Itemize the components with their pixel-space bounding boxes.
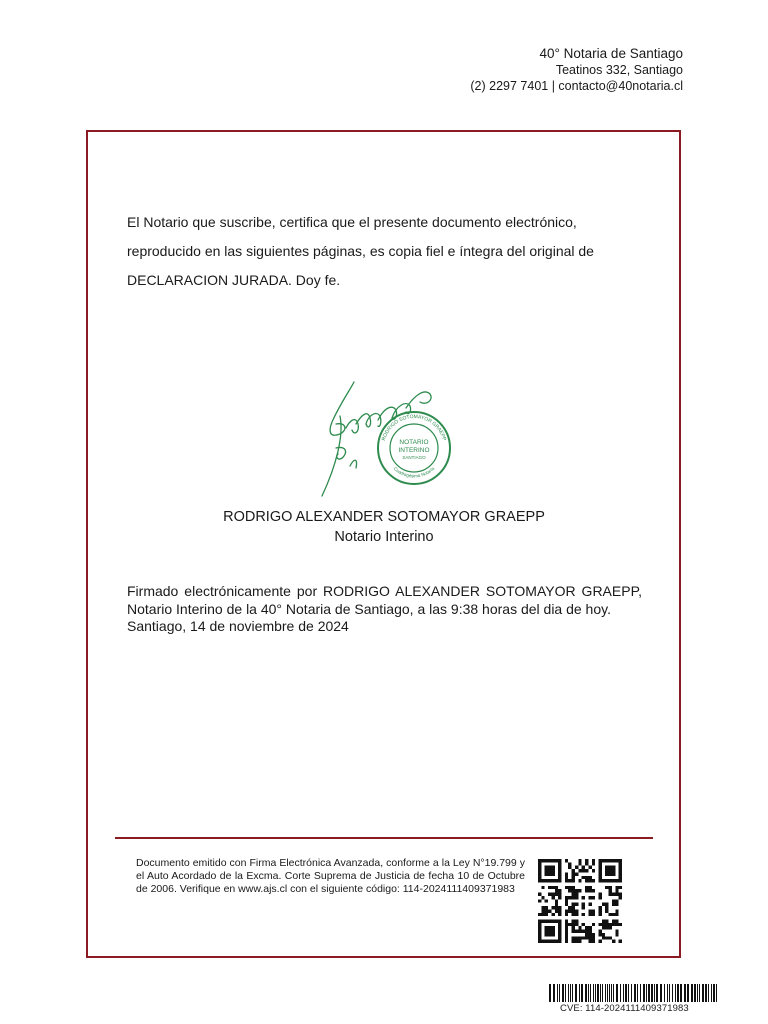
seal-line-interino: INTERINO xyxy=(398,447,430,454)
svg-text:RODRIGO SOTOMAYOR GRAEPP xyxy=(381,414,447,442)
notary-header xyxy=(470,46,683,94)
signed-text: Firmado electrónicamente por RODRIGO ALEXANDER SOTOMAYOR GRAEPP, Notario Interino de la 40° Notaria de Santiago, a las 9:38 horas del dia de hoy. xyxy=(127,583,642,617)
notary-contact: (2) 2297 7401 | contacto@40notaria.cl xyxy=(470,79,683,93)
cve-code: CVE: 114-2024111409371983 xyxy=(560,1003,689,1014)
legal-notice: Documento emitido con Firma Electrónica Avanzada, conforme a la Ley N°19.799 y el Auto Acordado de la Excma. Corte Suprema de Justicia de fecha 10 de Octubre de 2006. Verifique en www.ajs.cl con el siguiente código: 114-2024111409371983 xyxy=(136,857,525,895)
notary-seal xyxy=(378,412,450,484)
certification-text xyxy=(127,208,640,295)
certification-line: DECLARACION JURADA. Doy fe. xyxy=(127,272,341,288)
footer-divider xyxy=(115,837,653,839)
seal-line-notario: NOTARIO xyxy=(399,439,429,446)
seal-ring-bottom: Cuadragésima Notaría xyxy=(392,465,436,479)
signed-place-date: Santiago, 14 de noviembre de 2024 xyxy=(127,618,349,634)
signer-block xyxy=(0,507,768,547)
notary-address: Teatinos 332, Santiago xyxy=(555,63,683,77)
qr-code xyxy=(538,859,622,943)
notary-name: 40° Notaria de Santiago xyxy=(539,46,683,61)
certification-line: El Notario que suscribe, certifica que el presente documento electrónico, xyxy=(127,214,577,230)
seal-line-santiago: SANTIAGO xyxy=(402,455,426,460)
signer-title: Notario Interino xyxy=(334,529,434,545)
electronic-signature-statement xyxy=(127,583,642,636)
signature-and-seal xyxy=(310,376,460,506)
barcode xyxy=(549,984,719,1002)
seal-ring-top: RODRIGO SOTOMAYOR GRAEPP xyxy=(380,413,448,442)
signer-name: RODRIGO ALEXANDER SOTOMAYOR GRAEPP xyxy=(223,509,545,525)
certification-line: reproducido en las siguientes páginas, es copia fiel e íntegra del original de xyxy=(127,243,594,259)
